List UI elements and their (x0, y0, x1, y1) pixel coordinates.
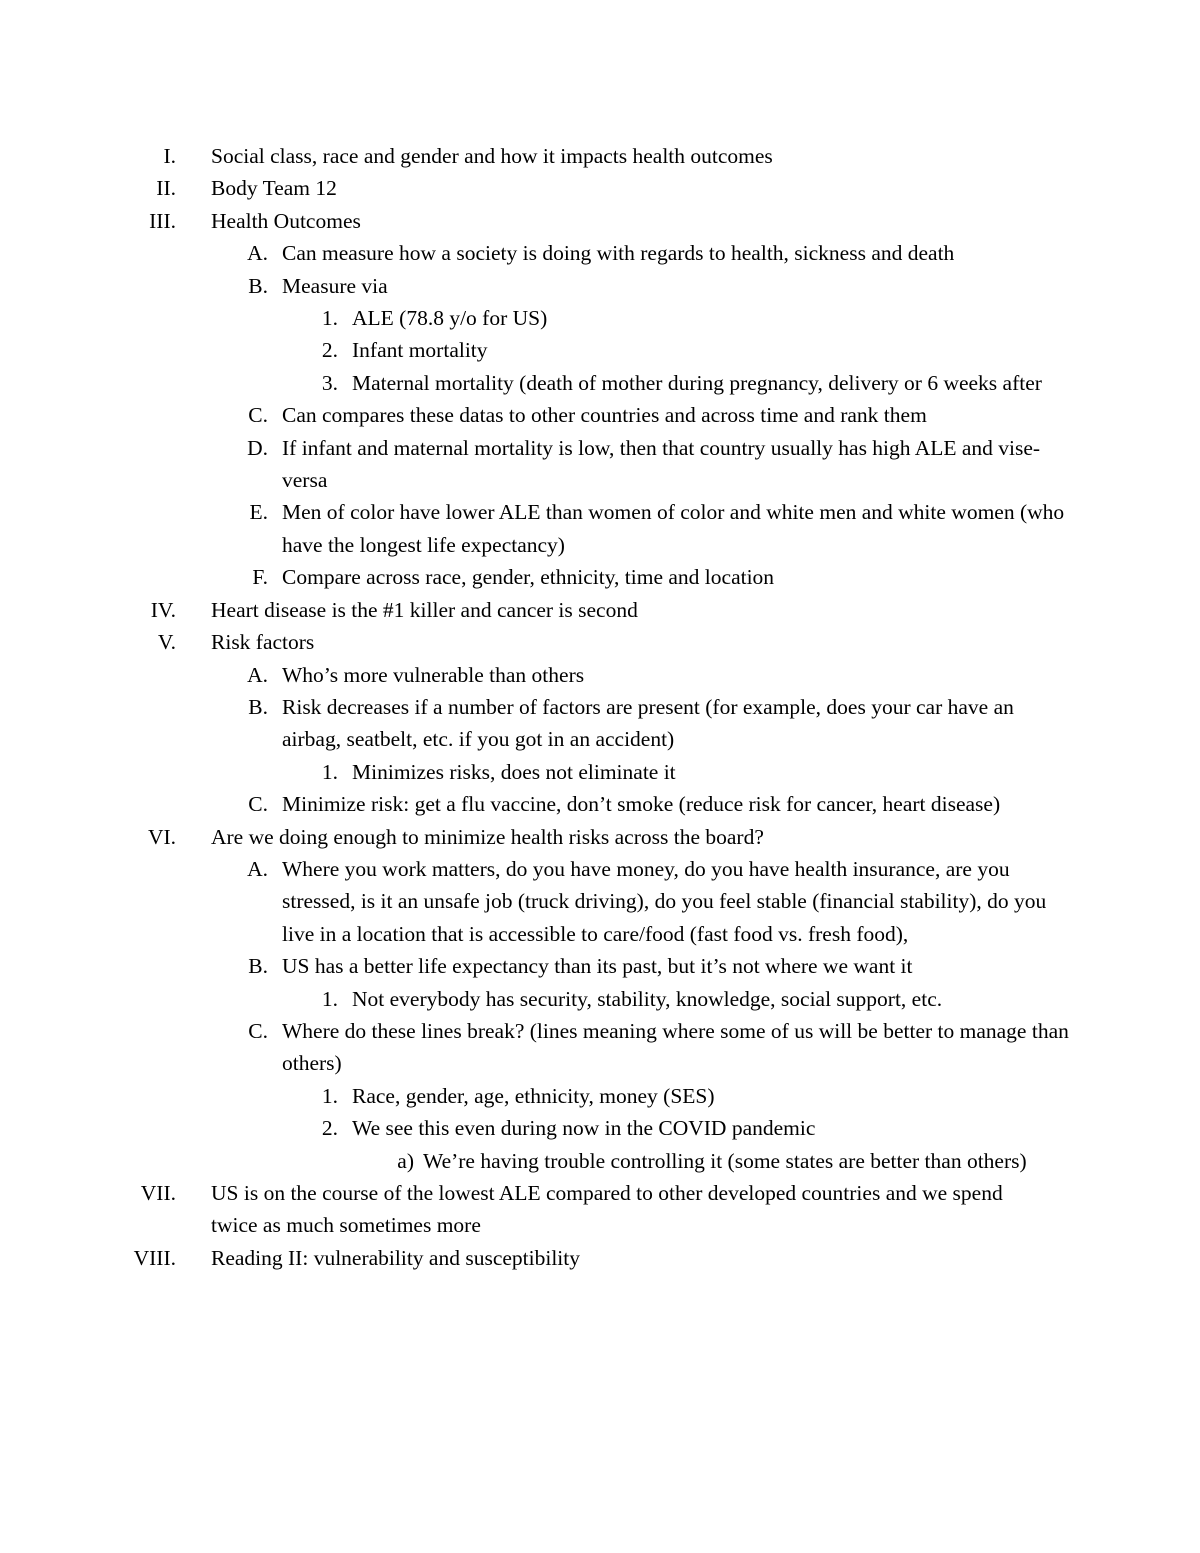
outline-item-i (0, 140, 1200, 172)
item-text: Heart disease is the #1 killer and cancer is second (211, 597, 638, 622)
outline-item-iii-d (0, 432, 1200, 497)
outline-item-iii-b-2 (0, 334, 1200, 366)
item-marker: II. (156, 176, 176, 201)
item-marker: VIII. (133, 1245, 176, 1270)
item-text: Infant mortality (352, 338, 488, 363)
outline-item-iii (0, 205, 1200, 237)
item-marker: A. (247, 662, 268, 687)
outline-item-iii-b-3 (0, 367, 1200, 399)
item-marker: D. (247, 435, 268, 460)
item-text: Race, gender, age, ethnicity, money (SES) (352, 1083, 715, 1108)
item-marker: C. (248, 1018, 268, 1043)
item-marker: IV. (150, 597, 176, 622)
item-text: Where you work matters, do you have money, do you have health insurance, are you stressed, is it an unsafe job (truck driving), do you feel stable (financial stability), do you live in a location that is accessible to care/food (fast food vs. fresh food), (282, 856, 1047, 946)
item-text: Compare across race, gender, ethnicity, time and location (282, 565, 775, 590)
outline-item-iii-f (0, 561, 1200, 593)
item-marker: 1. (321, 306, 338, 331)
outline-item-v (0, 626, 1200, 658)
outline-item-vi-a (0, 853, 1200, 950)
outline-item-iii-b (0, 270, 1200, 302)
item-marker: 3. (321, 370, 338, 395)
item-marker: 2. (321, 338, 338, 363)
item-marker: C. (248, 792, 268, 817)
item-marker: A. (247, 856, 268, 881)
item-text: Health Outcomes (211, 208, 361, 233)
item-text: ALE (78.8 y/o for US) (352, 306, 548, 331)
item-marker: B. (248, 273, 268, 298)
item-marker: 1. (321, 759, 338, 784)
item-text: Can measure how a society is doing with regards to health, sickness and death (282, 241, 955, 266)
item-text: Where do these lines break? (lines meaning where some of us will be better to manage than others) (282, 1018, 1069, 1076)
outline-item-vii (0, 1177, 1200, 1242)
lecture-outline (0, 140, 1200, 1274)
item-text: US is on the course of the lowest ALE compared to other developed countries and we spend twice as much sometimes more (211, 1181, 1003, 1238)
item-marker: VII. (140, 1181, 176, 1205)
item-text: US has a better life expectancy than its past, but it’s not where we want it (282, 954, 913, 979)
outline-item-vi-b (0, 950, 1200, 982)
outline-item-iv (0, 594, 1200, 626)
item-text: Reading II: vulnerability and susceptibility (211, 1245, 581, 1270)
outline-item-vi-c-2-a (0, 1145, 1200, 1177)
item-text: Who’s more vulnerable than others (282, 662, 585, 687)
item-text: Risk factors (211, 630, 315, 655)
item-marker: C. (248, 403, 268, 428)
item-marker: I. (163, 144, 176, 168)
outline-item-iii-b-1 (0, 302, 1200, 334)
item-text: Social class, race and gender and how it impacts health outcomes (211, 144, 773, 168)
item-marker: F. (252, 565, 268, 590)
item-text: We’re having trouble controlling it (some states are better than others) (423, 1148, 1027, 1173)
item-text: Can compares these datas to other countries and across time and rank them (282, 403, 927, 428)
item-marker: III. (149, 208, 176, 233)
item-text: Are we doing enough to minimize health risks across the board? (211, 824, 764, 849)
item-marker: V. (157, 630, 176, 655)
item-marker: 1. (321, 986, 338, 1011)
item-marker: 1. (321, 1083, 338, 1108)
item-marker: B. (248, 954, 268, 979)
outline-item-vi-b-1 (0, 983, 1200, 1015)
outline-item-vi (0, 821, 1200, 853)
outline-item-vi-c-2 (0, 1112, 1200, 1144)
item-marker: a) (397, 1148, 414, 1173)
item-text: Minimize risk: get a flu vaccine, don’t smoke (reduce risk for cancer, heart disease) (282, 792, 1001, 817)
item-text: Body Team 12 (211, 176, 337, 201)
item-marker: VI. (147, 824, 176, 849)
item-marker: E. (249, 500, 268, 525)
outline-item-v-a (0, 659, 1200, 691)
item-marker: A. (247, 241, 268, 266)
outline-item-v-b-1 (0, 756, 1200, 788)
outline-item-v-c (0, 788, 1200, 820)
outline-item-vi-c (0, 1015, 1200, 1080)
outline-item-iii-c (0, 399, 1200, 431)
outline-item-iii-e (0, 496, 1200, 561)
item-text: Measure via (282, 273, 388, 298)
item-text: Not everybody has security, stability, knowledge, social support, etc. (352, 986, 943, 1011)
item-text: Maternal mortality (death of mother during pregnancy, delivery or 6 weeks after (352, 370, 1042, 395)
outline-item-ii (0, 172, 1200, 204)
item-text: Minimizes risks, does not eliminate it (352, 759, 676, 784)
item-text: Risk decreases if a number of factors are present (for example, does your car have an airbag, seatbelt, etc. if you got in an accident) (282, 694, 1014, 752)
outline-item-iii-a (0, 237, 1200, 269)
item-text: We see this even during now in the COVID pandemic (352, 1116, 816, 1141)
item-text: If infant and maternal mortality is low, then that country usually has high ALE and vise-versa (282, 435, 1041, 493)
outline-item-viii (0, 1242, 1200, 1274)
outline-item-vi-c-1 (0, 1080, 1200, 1112)
item-text: Men of color have lower ALE than women of color and white men and white women (who have the longest life expectancy) (282, 500, 1065, 557)
item-marker: B. (248, 694, 268, 719)
outline-item-v-b (0, 691, 1200, 756)
item-marker: 2. (321, 1116, 338, 1141)
